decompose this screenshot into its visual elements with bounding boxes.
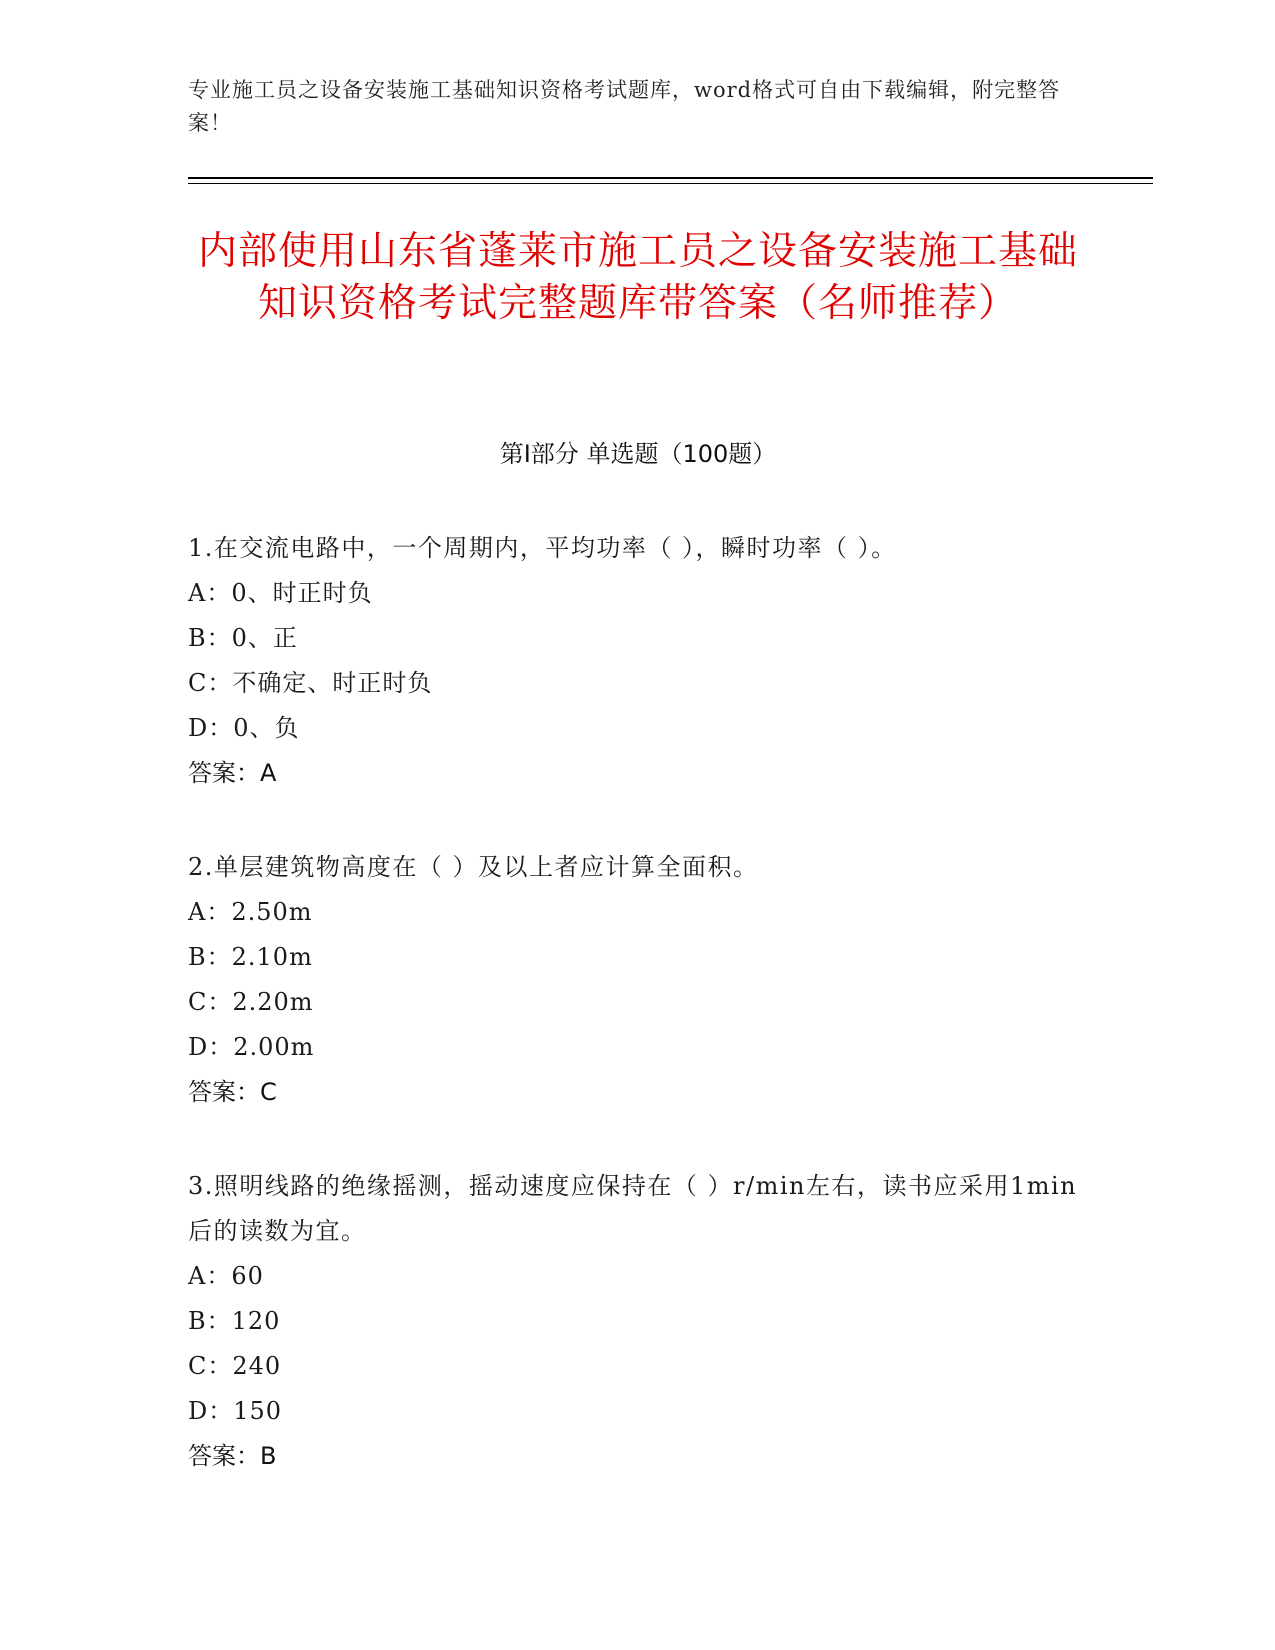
option-c: C：不确定、时正时负	[188, 669, 433, 697]
option-b: B：120	[188, 1307, 281, 1335]
option-a: A：2.50m	[188, 898, 313, 926]
option-c: C：240	[188, 1352, 282, 1380]
option-d: D：0、负	[188, 714, 300, 742]
section-heading: 第Ⅰ部分 单选题（100题）	[499, 440, 777, 468]
option-a: A：60	[188, 1262, 264, 1290]
answer: 答案：C	[188, 1078, 277, 1106]
question-3	[188, 1164, 1088, 1479]
question-stem: 3.照明线路的绝缘摇测，摇动速度应保持在（ ）r/min左右，读书应采用1min后的读数为宜。	[188, 1172, 1078, 1245]
question-2	[188, 845, 1088, 1115]
header-note: 专业施工员之设备安装施工基础知识资格考试题库，word格式可自由下载编辑，附完整答案！	[188, 78, 1061, 135]
question-1	[188, 526, 1088, 796]
option-d: D：150	[188, 1397, 283, 1425]
option-c: C：2.20m	[188, 988, 314, 1016]
option-b: B：0、正	[188, 624, 298, 652]
question-stem: 1.在交流电路中，一个周期内，平均功率（ ），瞬时功率（ ）。	[188, 534, 897, 562]
header-divider-thick	[188, 177, 1153, 179]
answer: 答案：B	[188, 1442, 277, 1470]
option-b: B：2.10m	[188, 943, 313, 971]
option-d: D：2.00m	[188, 1033, 315, 1061]
header-divider-thin	[188, 183, 1153, 184]
option-a: A：0、时正时负	[188, 579, 373, 607]
question-stem: 2.单层建筑物高度在（ ）及以上者应计算全面积。	[188, 853, 759, 881]
document-title: 内部使用山东省蓬莱市施工员之设备安装施工基础知识资格考试完整题库带答案（名师推荐）	[197, 229, 1078, 326]
answer: 答案：A	[188, 759, 277, 787]
